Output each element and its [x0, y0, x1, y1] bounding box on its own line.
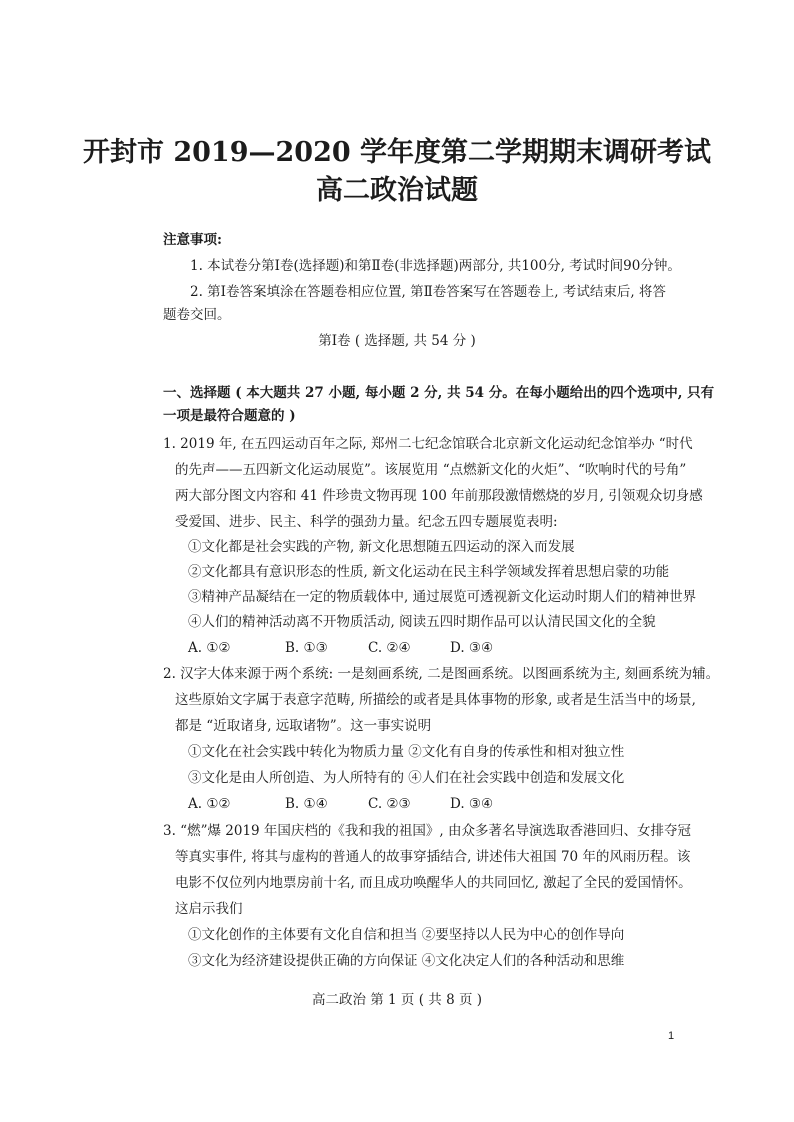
page-number: 1 — [668, 1030, 675, 1042]
q1-stem-line: 受爱国、进步、民主、科学的强劲力量。纪念五四专题展览表明: — [175, 514, 558, 530]
exam-subtitle: 高二政治试题 — [316, 175, 478, 206]
q3-option: ①文化创作的主体要有文化自信和担当 ②要坚持以人民为中心的创作导向 — [188, 927, 625, 943]
part1-line-1: 一、选择题 ( 本大题共 27 小题, 每小题 2 分, 共 54 分。在每小题给出的四个选项中, 只有 — [163, 385, 715, 401]
q1-answer-c: C. ②④ — [368, 640, 411, 656]
q2-stem-line: 2. 汉字大体来源于两个系统: 一是刻画系统, 二是图画系统。以图画系统为主, 刻画系统为辅。 — [163, 666, 720, 682]
q1-stem-line: 两大部分图文内容和 41 件珍贵文物再现 100 年前那段激情燃烧的岁月, 引领观众切身感 — [175, 488, 703, 504]
q1-stem-line: 的先声——五四新文化运动展览”。该展览用 “点燃新文化的火炬”、“吹响时代的号角” — [175, 462, 687, 478]
notice-heading: 注意事项: — [163, 232, 222, 248]
q1-option: ②文化都具有意识形态的性质, 新文化运动在民主科学领域发挥着思想启蒙的功能 — [188, 564, 670, 580]
section-title: 第Ⅰ卷 ( 选择题, 共 54 分 ) — [318, 333, 476, 349]
part1-line-2: 一项是最符合题意的 ) — [163, 408, 296, 424]
q2-answer-a: A. ①② — [188, 796, 231, 812]
q1-stem-line: 1. 2019 年, 在五四运动百年之际, 郑州二七纪念馆联合北京新文化运动纪念馆举办 “时代 — [163, 436, 693, 452]
notice-item-1: 1. 本试卷分第Ⅰ卷(选择题)和第Ⅱ卷(非选择题)两部分, 共100分, 考试时间90分钟。 — [190, 258, 681, 274]
q1-option: ④人们的精神活动离不开物质活动, 阅读五四时期作品可以认清民国文化的全貌 — [188, 614, 656, 630]
q2-answer-b: B. ①④ — [285, 796, 328, 812]
q1-answer-a: A. ①② — [188, 640, 231, 656]
q1-option: ③精神产品凝结在一定的物质载体中, 通过展览可透视新文化运动时期人们的精神世界 — [188, 589, 697, 605]
page-footer: 高二政治 第 1 页 ( 共 8 页 ) — [311, 992, 483, 1008]
q1-answer-b: B. ①③ — [285, 640, 328, 656]
notice-item-2-line-1: 2. 第Ⅰ卷答案填涂在答题卷相应位置, 第Ⅱ卷答案写在答题卷上, 考试结束后, 将答 — [190, 284, 666, 300]
q1-option: ①文化都是社会实践的产物, 新文化思想随五四运动的深入而发展 — [188, 539, 575, 555]
q2-answer-d: D. ③④ — [450, 796, 494, 812]
q2-option: ③文化是由人所创造、为人所特有的 ④人们在社会实践中创造和发展文化 — [188, 770, 625, 786]
exam-title: 开封市 2019—2020 学年度第二学期期末调研考试 — [82, 137, 712, 168]
q2-answer-c: C. ②③ — [368, 796, 411, 812]
q2-stem-line: 这些原始文字属于表意字范畴, 所描绘的或者是具体事物的形象, 或者是生活当中的场景, — [175, 692, 696, 708]
q2-stem-line: 都是 “近取诸身, 远取诸物”。这一事实说明 — [175, 718, 432, 734]
q3-option: ③文化为经济建设提供正确的方向保证 ④文化决定人们的各种活动和思维 — [188, 953, 625, 969]
q2-option: ①文化在社会实践中转化为物质力量 ②文化有自身的传承性和相对独立性 — [188, 744, 625, 760]
q3-stem-line: 等真实事件, 将其与虚构的普通人的故事穿插结合, 讲述伟大祖国 70 年的风雨历程。该 — [175, 849, 691, 865]
q3-stem-line: 电影不仅位列内地票房前十名, 而且成功唤醒华人的共同回忆, 激起了全民的爱国情怀。 — [175, 875, 692, 891]
q3-stem-line: 这启示我们 — [175, 901, 243, 917]
q1-answer-d: D. ③④ — [450, 640, 494, 656]
q3-stem-line: 3. “燃”爆 2019 年国庆档的《我和我的祖国》, 由众多著名导演选取香港回归、女排夺冠 — [163, 823, 691, 839]
notice-item-2-line-2: 题卷交回。 — [163, 307, 231, 323]
